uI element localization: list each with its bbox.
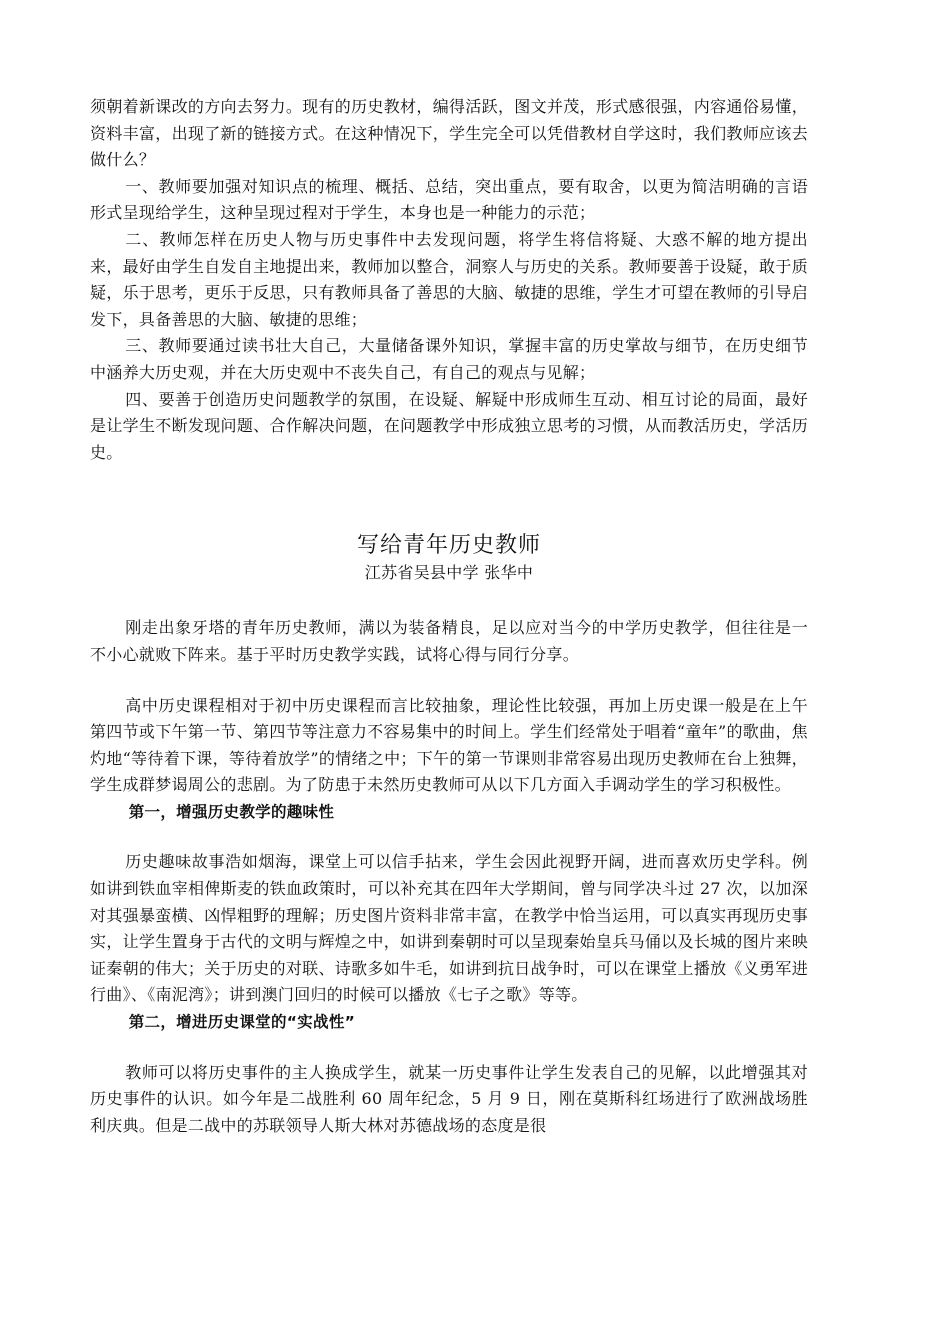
intro-paragraph-continuation: 须朝着新课改的方向去努力。现有的历史教材，编得活跃，图文并茂，形式感很强，内容通俗易懂，资料丰富，出现了新的链接方式。在这种情况下，学生完全可以凭借教材自学这时，我们教师应该去做什么？	[90, 97, 808, 170]
article-author: 江苏省吴县中学 张华中	[364, 563, 534, 583]
article-context-paragraph: 高中历史课程相对于初中历史课程而言比较抽象，理论性比较强，再加上历史课一般是在上午第四节或下午第一节、第四节等注意力不容易集中的时间上。学生们经常处于唱着“童年”的歌曲，焦灼地“等待着下课，等待着放学”的情绪之中；下午的第一节课则非常容易出现历史教师在台上独舞，学生成群梦谒周公的悲剧。为了防患于未然历史教师可从以下几方面入手调动学生的学习积极性。	[90, 695, 808, 795]
intro-point-three: 三、教师要通过读书壮大自己，大量储备课外知识，掌握丰富的历史掌故与细节，在历史细节中涵养大历史观，并在大历史观中不丧失自己，有自己的观点与见解；	[90, 336, 808, 382]
intro-point-two: 二、教师怎样在历史人物与历史事件中去发现问题，将学生将信将疑、大惑不解的地方提出来，最好由学生自发自主地提出来，教师加以整合，洞察人与历史的关系。教师要善于设疑，敢于质疑，乐于思考，更乐于反思，只有教师具备了善思的大脑、敏捷的思维，学生才可望在教师的引导启发下，具备善思的大脑、敏捷的思维；	[90, 229, 808, 329]
section-one-paragraph: 历史趣味故事浩如烟海，课堂上可以信手拈来，学生会因此视野开阔，进而喜欢历史学科。例如讲到铁血宰相俾斯麦的铁血政策时，可以补充其在四年大学期间，曾与同学决斗过 27 次，以加深对其强暴蛮横、凶悍粗野的理解；历史图片资料非常丰富，在教学中恰当运用，可以真实再现历史事实，让学生置身于古代的文明与辉煌之中，如讲到秦朝时可以呈现秦始皇兵马俑以及长城的图片来映证秦朝的伟大；关于历史的对联、诗歌多如牛毛，如讲到抗日战争时，可以在课堂上播放《义勇军进行曲》、《南泥湾》；讲到澳门回归的时候可以播放《七子之歌》等等。	[90, 852, 808, 1005]
section-heading-one: 第一，增强历史教学的趣味性	[128, 802, 335, 821]
intro-point-four: 四、要善于创造历史问题教学的氛围，在设疑、解疑中形成师生互动、相互讨论的局面，最好是让学生不断发现问题、合作解决问题，在问题教学中形成独立思考的习惯，从而教活历史，学活历史。	[90, 389, 808, 462]
intro-point-one: 一、教师要加强对知识点的梳理、概括、总结，突出重点，要有取舍，以更为简洁明确的言语形式呈现给学生，这种呈现过程对于学生，本身也是一种能力的示范；	[90, 176, 808, 223]
document-page	[90, 94, 808, 1139]
section-two-paragraph: 教师可以将历史事件的主人换成学生，就某一历史事件让学生发表自己的见解，以此增强其对历史事件的认识。如今年是二战胜利 60 周年纪念，5 月 9 日，刚在莫斯科红场进行了欧洲战场胜利庆典。但是二战中的苏联领导人斯大林对苏德战场的态度是很	[90, 1062, 808, 1135]
article-title: 写给青年历史教师	[356, 533, 541, 559]
article-header	[90, 531, 808, 585]
section-heading-two: 第二，增进历史课堂的“实战性”	[128, 1013, 356, 1032]
article-intro-paragraph: 刚走出象牙塔的青年历史教师，满以为装备精良，足以应对当今的中学历史教学，但往往是一不小心就败下阵来。基于平时历史教学实践，试将心得与同行分享。	[90, 618, 808, 664]
